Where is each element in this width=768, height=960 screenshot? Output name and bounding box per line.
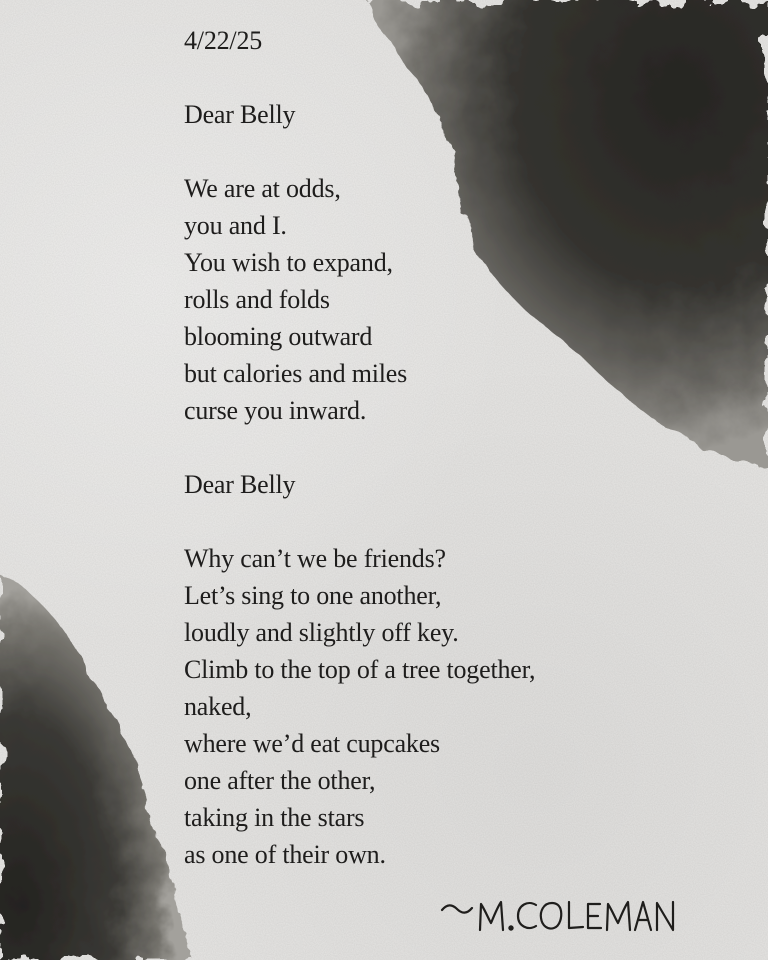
poem-line: blooming outward: [184, 322, 373, 351]
stanza-heading: Dear Belly: [184, 100, 296, 129]
poem-line: where we’d eat cupcakes: [184, 729, 440, 758]
poem-text: [184, 22, 614, 873]
poem-line: curse you inward.: [184, 396, 367, 425]
poem-line: you and I.: [184, 211, 287, 240]
poem-line: We are at odds,: [184, 174, 341, 203]
stanza-gap: [184, 503, 614, 540]
poem-line: rolls and folds: [184, 285, 330, 314]
stanza-gap: [184, 59, 614, 96]
poem-date: 4/22/25: [184, 26, 263, 55]
poem-line: Let’s sing to one another,: [184, 581, 442, 610]
stanza-gap: [184, 133, 614, 170]
poem-line: Climb to the top of a tree together,: [184, 655, 536, 684]
poem-line: one after the other,: [184, 766, 376, 795]
stanza-heading: Dear Belly: [184, 470, 296, 499]
poem-line: naked,: [184, 692, 252, 721]
poem-line: Why can’t we be friends?: [184, 544, 446, 573]
poem-line: You wish to expand,: [184, 248, 393, 277]
poem-line: loudly and slightly off key.: [184, 618, 459, 647]
poem-line: as one of their own.: [184, 840, 386, 869]
poem-line: taking in the stars: [184, 803, 365, 832]
stanza-gap: [184, 429, 614, 466]
poem-line: but calories and miles: [184, 359, 408, 388]
handwritten-signature: [438, 890, 678, 940]
